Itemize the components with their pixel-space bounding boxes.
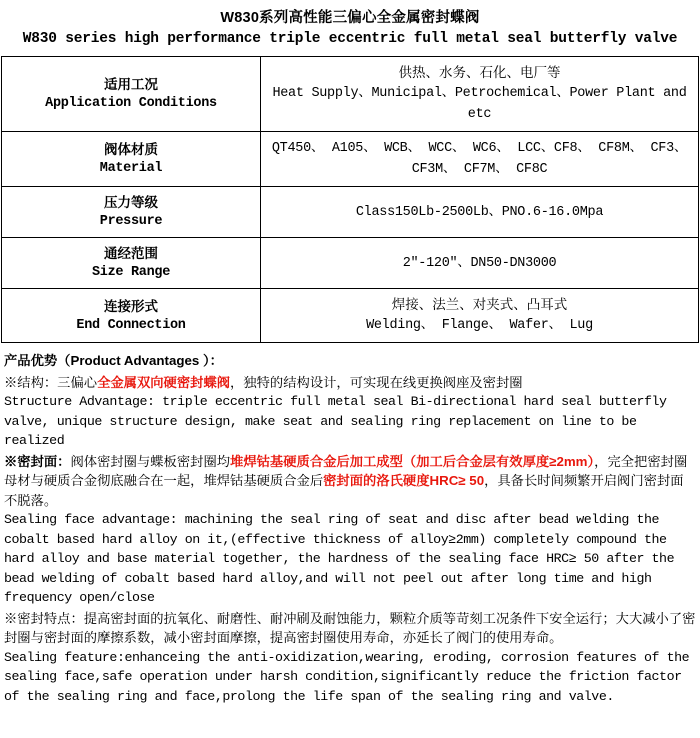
advantage-structure-cn-part1: ※结构：三偏心: [4, 374, 98, 390]
row-label-cn: 通经范围: [104, 246, 158, 261]
page-title-cn: W830系列高性能三偏心全金属密封蝶阀: [220, 10, 480, 26]
sealing-face-cn-part2: ，完全把密封圈母材与硬质合金彻底融合在一起，堆焊钴基硬质合金后: [4, 453, 688, 488]
advantage-structure-cn-highlight: 全金属双向硬密封蝶阀: [97, 374, 231, 390]
row-value-en: 2″-120″、DN50-DN3000: [402, 255, 557, 271]
page-title: [0, 0, 700, 56]
row-label-pressure: [2, 187, 261, 238]
advantage-sealing-feature-en: Sealing feature:enhanceing the anti-oxidization,wearing, eroding, corrosion features of the sealing face,safe operation under harsh condition,significantly reduce the friction factor of the sealing ring and face,prolong the life span of the sealing ring and valve.: [4, 649, 690, 704]
row-label-cn: 连接形式: [104, 298, 158, 314]
row-value-en: QT450、 A105、 WCB、 WCC、 WC6、 LCC、CF8、 CF8M、 CF3、CF3M、 CF7M、 CF8C: [271, 141, 688, 177]
row-value-pressure: [261, 187, 699, 238]
row-label-en: Material: [99, 161, 163, 176]
row-label-material: [2, 132, 261, 187]
advantage-sealing-face-cn: [4, 452, 696, 511]
row-value-en: Heat Supply、Municipal、Petrochemical、Power Plant and etc: [272, 86, 687, 122]
product-advantages-section: [0, 343, 700, 711]
row-label-application-conditions: [2, 57, 261, 132]
specification-table: [1, 56, 699, 343]
row-value-en: Class150Lb-2500Lb、PNO.6-16.0Mpa: [355, 204, 604, 220]
sealing-face-cn-part3: ，具备长时间频繁开启阀门密封面不脱落。: [4, 473, 684, 508]
row-label-en: Pressure: [99, 214, 163, 229]
row-value-size-range: [261, 238, 699, 289]
advantage-sealing-face: [4, 452, 696, 608]
table-row: [2, 57, 699, 132]
sealing-face-cn-lead: ※密封面：: [4, 453, 71, 469]
table-row: [2, 289, 699, 343]
sealing-face-cn-part1: 阀体密封圈与蝶板密封圈均: [70, 453, 231, 469]
row-value-en: Welding、 Flange、 Wafer、 Lug: [366, 318, 593, 333]
row-value-cn: 供热、水务、石化、电厂等: [398, 65, 561, 80]
row-value-cn: 焊接、法兰、对夹式、凸耳式: [391, 297, 568, 312]
row-label-cn: 压力等级: [104, 195, 158, 210]
row-label-en: Application Conditions: [45, 96, 217, 111]
table-row: [2, 132, 699, 187]
advantage-structure: [4, 373, 696, 451]
advantages-heading: 产品优势（Product Advantages ）：: [4, 353, 223, 368]
advantage-structure-en: Structure Advantage: triple eccentric full metal seal Bi-directional hard seal butterfly valve, unique structure design, make seat and sealing ring replacement on line to be realized: [4, 394, 667, 448]
row-label-cn: 阀体材质: [104, 142, 158, 157]
row-value-application-conditions: [261, 57, 699, 132]
row-label-end-connection: [2, 289, 261, 343]
advantage-structure-cn-part2: ，独特的结构设计，可实现在线更换阀座及密封圈: [230, 374, 523, 390]
table-row: [2, 187, 699, 238]
advantage-sealing-face-en: Sealing face advantage: machining the seal ring of seat and disc after bead welding the cobalt based hard alloy on it,(effective thickness of alloy≥2mm) completely compound the hard alloy and base material together, the hardness of the sealing face HRC≥ 50 after the bead welding of cobalt based hard alloy,and will not peel out after long time and high frequency open/close: [4, 512, 675, 605]
row-label-cn: 适用工况: [104, 77, 158, 92]
advantage-sealing-feature: [4, 609, 696, 707]
advantage-structure-cn: [4, 373, 696, 393]
row-label-en: Size Range: [91, 265, 170, 280]
row-value-material: [261, 132, 699, 187]
row-value-end-connection: [261, 289, 699, 343]
sealing-face-cn-highlight-2: 密封面的洛氏硬度HRC≥ 50: [323, 473, 485, 488]
row-label-en: End Connection: [76, 317, 186, 333]
sealing-face-cn-highlight-1: 堆焊钴基硬质合金后加工成型（加工后合金层有效厚度≥2mm）: [230, 453, 595, 469]
advantage-sealing-feature-cn: ※密封特点：提高密封面的抗氧化、耐磨性、耐冲刷及耐蚀能力，颗粒介质等苛刻工况条件下安全运行；大大减小了密封圈与密封面的摩擦系数，减小密封面摩擦，提高密封圈使用寿命，亦延长了阀门的使用寿命。: [4, 610, 696, 645]
row-label-size-range: [2, 238, 261, 289]
table-row: [2, 238, 699, 289]
page-title-en: W830 series high performance triple eccentric full metal seal butterfly valve: [22, 31, 678, 47]
